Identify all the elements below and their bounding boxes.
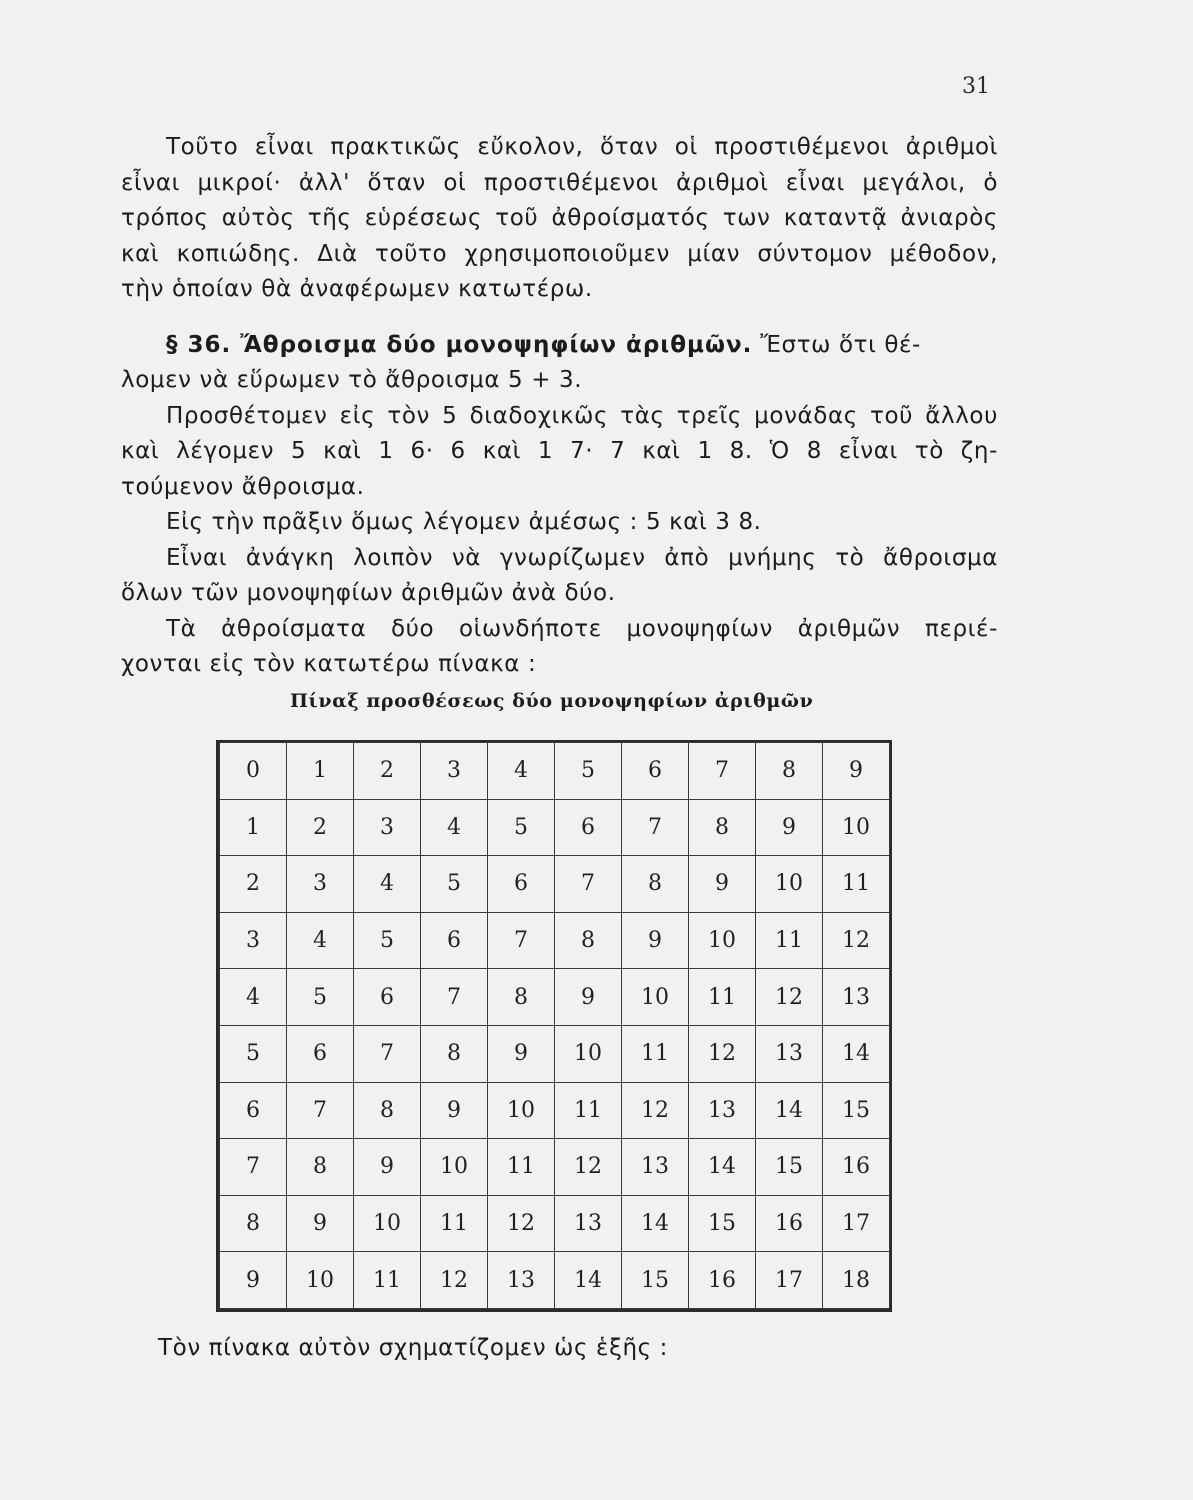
table-cell: 5	[287, 969, 354, 1026]
section-heading-rest: Ἔστω ὅτι θέ-	[752, 331, 921, 358]
table-cell: 7	[689, 743, 756, 800]
table-cell: 1	[287, 743, 354, 800]
table-cell: 17	[756, 1252, 823, 1309]
table-cell: 9	[756, 799, 823, 856]
table-row	[220, 1139, 890, 1196]
table-cell: 8	[555, 912, 622, 969]
table-cell: 3	[421, 743, 488, 800]
table-row	[220, 743, 890, 800]
table-row	[220, 1195, 890, 1252]
closing-line: Τὸν πίνακα αὐτὸν σχηματίζομεν ὡς ἑξῆς :	[158, 1335, 669, 1361]
table-cell: 3	[287, 856, 354, 913]
table-cell: 1	[220, 799, 287, 856]
table-cell: 2	[287, 799, 354, 856]
table-cell: 11	[555, 1082, 622, 1139]
table-cell: 16	[823, 1139, 890, 1196]
table-cell: 11	[622, 1025, 689, 1082]
table-cell: 5	[555, 743, 622, 800]
table-cell: 6	[287, 1025, 354, 1082]
table-cell: 14	[622, 1195, 689, 1252]
table-cell: 14	[823, 1025, 890, 1082]
table-cell: 11	[689, 969, 756, 1026]
table-cell: 4	[421, 799, 488, 856]
section-heading-line	[166, 328, 998, 364]
table-cell: 8	[354, 1082, 421, 1139]
table-cell: 9	[555, 969, 622, 1026]
table-row	[220, 1025, 890, 1082]
table-cell: 6	[555, 799, 622, 856]
table-cell: 13	[488, 1252, 555, 1309]
table-cell: 9	[220, 1252, 287, 1309]
table-cell: 13	[622, 1139, 689, 1196]
table-cell: 13	[823, 969, 890, 1026]
table-cell: 9	[421, 1082, 488, 1139]
table-cell: 5	[488, 799, 555, 856]
table-cell: 14	[555, 1252, 622, 1309]
paragraph-2-line: Προσθέτομεν εἰς τὸν 5 διαδοχικῶς τὰς τρεῖς μονάδας τοῦ ἄλλου	[166, 402, 998, 429]
paragraph-1-line: τρόπος αὐτὸς τῆς εὑρέσεως τοῦ ἀθροίσματός των καταντᾷ ἀνιαρὸς	[121, 205, 998, 231]
table-cell: 4	[220, 969, 287, 1026]
table-cell: 12	[555, 1139, 622, 1196]
paragraph-2-line: καὶ λέγομεν 5 καὶ 1 6· 6 καὶ 1 7· 7 καὶ 1 8. Ὁ 8 εἶναι τὸ ζη-	[121, 438, 998, 464]
table-cell: 5	[354, 912, 421, 969]
table-cell: 14	[689, 1139, 756, 1196]
table-cell: 16	[689, 1252, 756, 1309]
addition-table	[216, 740, 892, 1312]
paragraph-2-line: τούμενον ἄθροισμα.	[121, 473, 365, 500]
table-cell: 18	[823, 1252, 890, 1309]
table-caption: Πίναξ προσθέσεως δύο μονοψηφίων ἀριθμῶν	[290, 690, 814, 712]
table-cell: 5	[220, 1025, 287, 1082]
table-cell: 2	[220, 856, 287, 913]
table-cell: 4	[488, 743, 555, 800]
table-cell: 11	[488, 1139, 555, 1196]
paragraph-5-line: χονται εἰς τὸν κατωτέρω πίνακα :	[121, 651, 537, 677]
table-cell: 7	[287, 1082, 354, 1139]
paragraph-1-line: εἶναι μικροί· ἀλλ' ὅταν οἱ προστιθέμενοι ἀριθμοὶ εἶναι μεγάλοι, ὁ	[121, 169, 998, 196]
table-cell: 10	[756, 856, 823, 913]
table-cell: 16	[756, 1195, 823, 1252]
table-cell: 12	[823, 912, 890, 969]
table-cell: 10	[287, 1252, 354, 1309]
table-cell: 14	[756, 1082, 823, 1139]
table-cell: 13	[555, 1195, 622, 1252]
paragraph-4-line: ὅλων τῶν μονοψηφίων ἀριθμῶν ἀνὰ δύο.	[121, 580, 616, 606]
table-cell: 7	[622, 799, 689, 856]
table-cell: 4	[354, 856, 421, 913]
table-cell: 9	[354, 1139, 421, 1196]
table-cell: 13	[689, 1082, 756, 1139]
table-cell: 11	[756, 912, 823, 969]
table-cell: 8	[287, 1139, 354, 1196]
paragraph-1-line: Τοῦτο εἶναι πρακτικῶς εὔκολον, ὅταν οἱ προστιθέμενοι ἀριθμοὶ	[166, 134, 998, 160]
table-row	[220, 856, 890, 913]
page-number: 31	[962, 74, 990, 99]
table-cell: 15	[823, 1082, 890, 1139]
table-cell: 2	[354, 743, 421, 800]
table-cell: 9	[287, 1195, 354, 1252]
paragraph-5-line: Τὰ ἀθροίσματα δύο οἱωνδήποτε μονοψηφίων ἀριθμῶν περιέ-	[166, 615, 998, 642]
table-cell: 9	[488, 1025, 555, 1082]
table-cell: 6	[220, 1082, 287, 1139]
table-cell: 8	[220, 1195, 287, 1252]
table-cell: 12	[756, 969, 823, 1026]
table-cell: 7	[220, 1139, 287, 1196]
table-cell: 10	[421, 1139, 488, 1196]
paragraph-4-line: Εἶναι ἀνάγκη λοιπὸν νὰ γνωρίζωμεν ἀπὸ μνήμης τὸ ἄθροισμα	[166, 544, 998, 571]
table-row	[220, 1082, 890, 1139]
table-cell: 12	[689, 1025, 756, 1082]
table-cell: 17	[823, 1195, 890, 1252]
table-cell: 11	[421, 1195, 488, 1252]
table-cell: 13	[756, 1025, 823, 1082]
table-cell: 10	[689, 912, 756, 969]
table-row	[220, 969, 890, 1026]
table-cell: 8	[488, 969, 555, 1026]
table-row	[220, 1252, 890, 1309]
section-heading: § 36. Ἄθροισμα δύο μονοψηφίων ἀριθμῶν.	[166, 331, 753, 358]
table-cell: 6	[421, 912, 488, 969]
table-cell: 10	[622, 969, 689, 1026]
table-cell: 10	[823, 799, 890, 856]
table-cell: 6	[622, 743, 689, 800]
table-cell: 3	[354, 799, 421, 856]
table-cell: 10	[555, 1025, 622, 1082]
table-cell: 12	[421, 1252, 488, 1309]
table-row	[220, 912, 890, 969]
table-cell: 15	[756, 1139, 823, 1196]
table-cell: 0	[220, 743, 287, 800]
table-cell: 8	[756, 743, 823, 800]
table-cell: 12	[622, 1082, 689, 1139]
table-cell: 8	[421, 1025, 488, 1082]
table-cell: 10	[354, 1195, 421, 1252]
table-cell: 11	[823, 856, 890, 913]
table-cell: 12	[488, 1195, 555, 1252]
table-cell: 8	[622, 856, 689, 913]
table-cell: 10	[488, 1082, 555, 1139]
table-cell: 15	[622, 1252, 689, 1309]
table-cell: 9	[622, 912, 689, 969]
table-cell: 9	[823, 743, 890, 800]
table-cell: 9	[689, 856, 756, 913]
paragraph-3: Εἰς τὴν πρᾶξιν ὅμως λέγομεν ἀμέσως : 5 καὶ 3 8.	[166, 509, 762, 535]
table-cell: 3	[220, 912, 287, 969]
addition-table-grid	[219, 742, 890, 1309]
table-cell: 7	[354, 1025, 421, 1082]
section-line-2: λομεν νὰ εὕρωμεν τὸ ἄθροισμα 5 + 3.	[121, 367, 583, 393]
table-cell: 5	[421, 856, 488, 913]
body-text	[121, 130, 998, 683]
table-cell: 4	[287, 912, 354, 969]
paragraph-1-line: καὶ κοπιώδης. Διὰ τοῦτο χρησιμοποιοῦμεν μίαν σύντομον μέθοδον,	[121, 240, 998, 267]
paragraph-1-line: τὴν ὁποίαν θὰ ἀναφέρωμεν κατωτέρω.	[121, 276, 593, 302]
table-cell: 11	[354, 1252, 421, 1309]
table-cell: 6	[488, 856, 555, 913]
table-cell: 7	[555, 856, 622, 913]
table-cell: 7	[421, 969, 488, 1026]
table-cell: 6	[354, 969, 421, 1026]
table-cell: 8	[689, 799, 756, 856]
table-row	[220, 799, 890, 856]
table-cell: 15	[689, 1195, 756, 1252]
table-cell: 7	[488, 912, 555, 969]
